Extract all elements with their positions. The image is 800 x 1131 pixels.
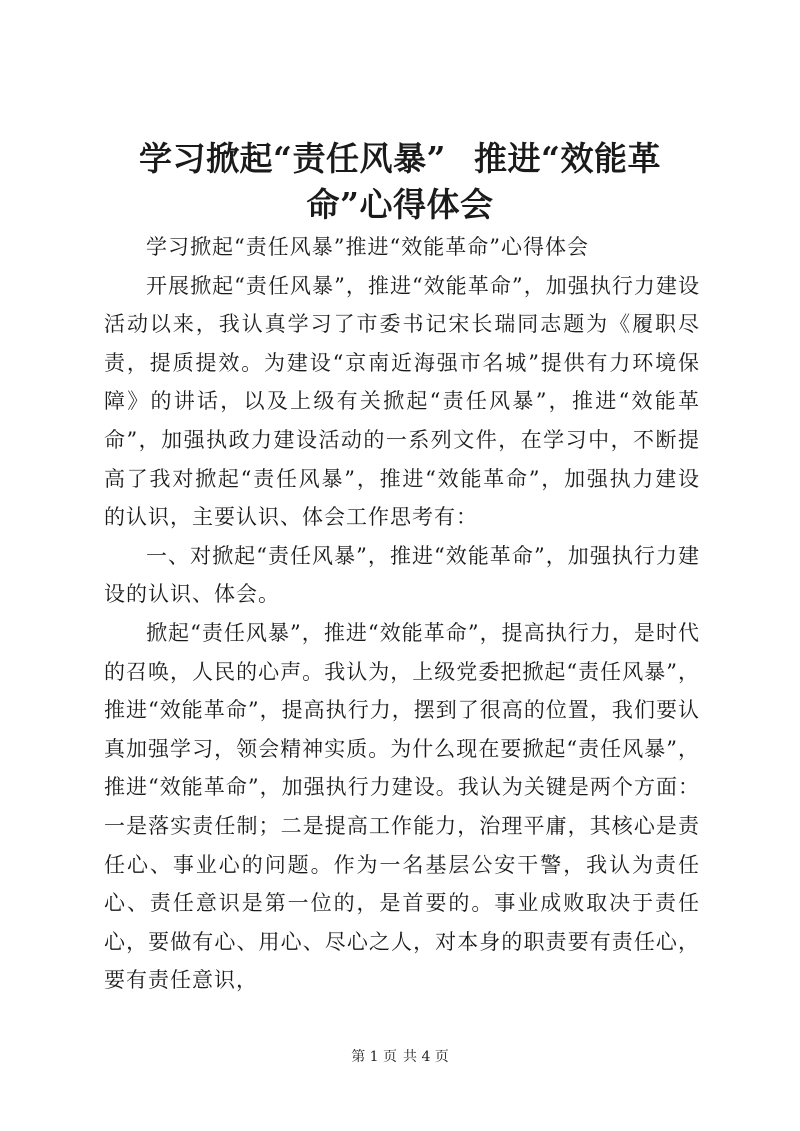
title-part-1: 学习掀起“责任风暴” [139, 139, 446, 178]
title-part-2: 推进“效能革命”心得体会 [306, 139, 661, 224]
document-body [104, 228, 700, 1000]
document-title [100, 136, 700, 228]
paragraph-intro: 开展掀起“责任风暴”，推进“效能革命”，加强执行力建设活动以来，我认真学习了市委书记宋长瑞同志题为《履职尽责，提质提效。为建设“京南近海强市名城”提供有力环境保障》的讲话，以及上级有关掀起“责任风暴”，推进“效能革命”，加强执政力建设活动的一系列文件，在学习中，不断提高了我对掀起“责任风暴”，推进“效能革命”，加强执力建设的认识，主要认识、体会工作思考有： [104, 273, 700, 530]
paragraph-subtitle: 学习掀起“责任风暴”推进“效能革命”心得体会 [146, 235, 589, 259]
page-footer [0, 1048, 800, 1066]
page-number: 第 1 页 [351, 1049, 397, 1065]
page-total: 共 4 页 [403, 1049, 449, 1065]
paragraph-section-body: 掀起“责任风暴”，推进“效能革命”，提高执行力，是时代的召唤，人民的心声。我认为，上级党委把掀起“责任风暴”，推进“效能革命”，提高执行力，摆到了很高的位置，我们要认真加强学习，领会精神实质。为什么现在要掀起“责任风暴”，推进“效能革命”，加强执行力建设。我认为关键是两个方面：一是落实责任制；二是提高工作能力，治理平庸，其核心是责任心、事业心的问题。作为一名基层公安干警，我认为责任心、责任意识是第一位的，是首要的。事业成败取决于责任心，要做有心、用心、尽心之人，对本身的职责要有责任心，要有责任意识， [104, 620, 700, 993]
paragraph-section-heading: 一、对掀起“责任风暴”，推进“效能革命”，加强执行力建设的认识、体会。 [104, 543, 700, 607]
